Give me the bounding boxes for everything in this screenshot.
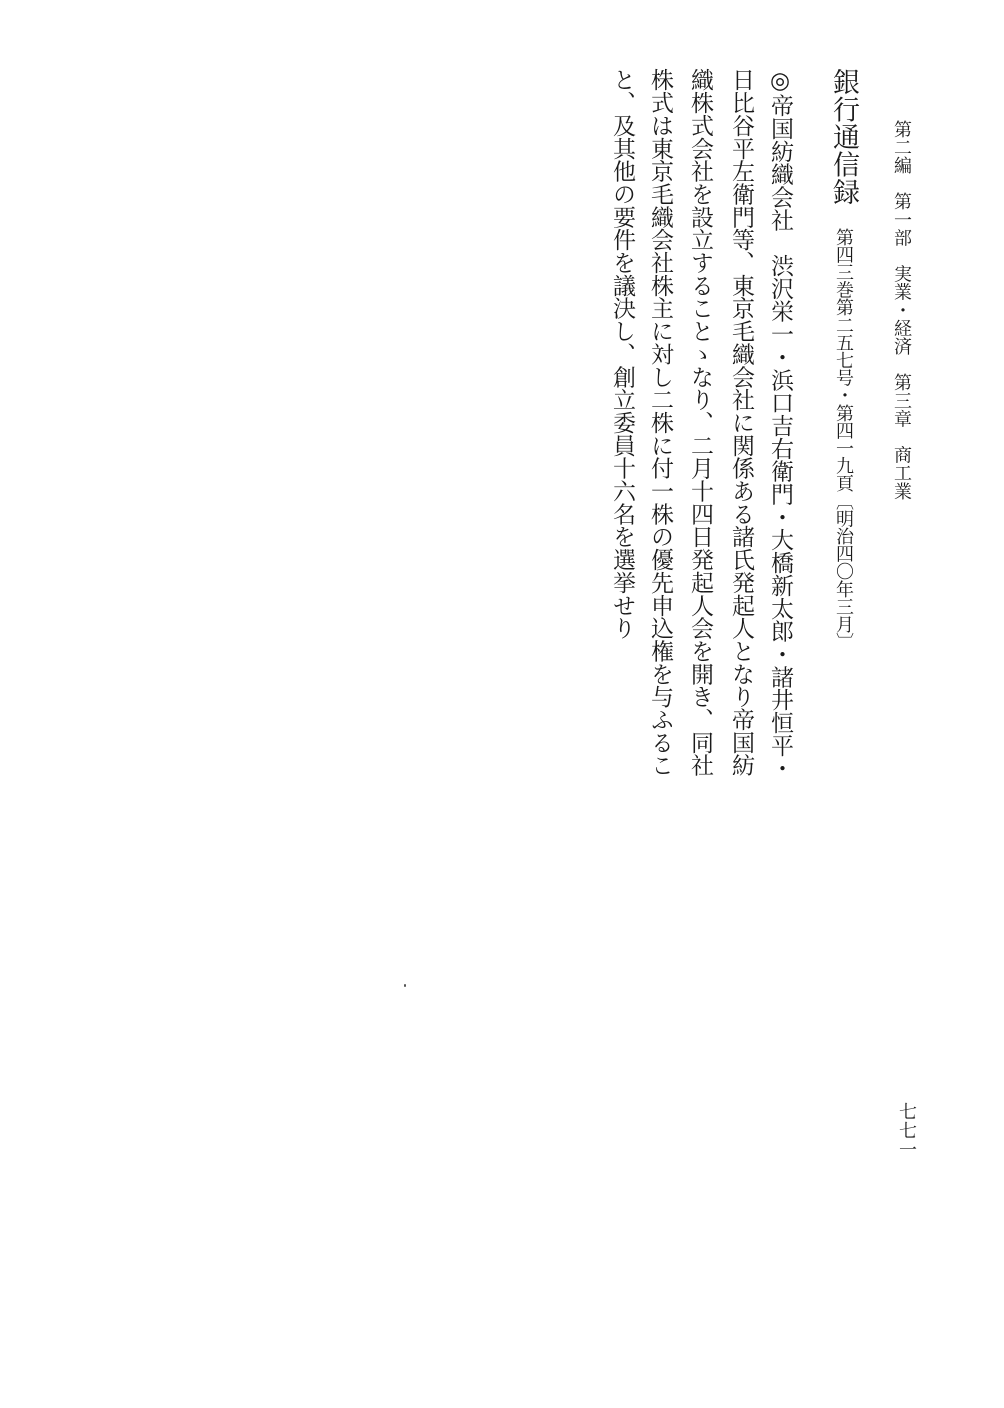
body-line: 株式は東京毛織会社株主に対し二株に付一株の優先申込権を与ふるこ [647, 68, 673, 777]
scan-speck [404, 984, 406, 987]
source-title: 銀行通信録 [828, 68, 859, 206]
body-line: ◎帝国紡織会社 渋沢栄一・浜口吉右衛門・大橋新太郎・諸井恒平・ [767, 68, 793, 780]
body-line: と、及其他の要件を議決し、創立委員十六名を選挙せり [609, 68, 635, 640]
page-number: 七七一 [896, 1102, 917, 1159]
source-citation: 第四三巻第二五七号・第四一九頁〔明治四〇年三月〕 [833, 228, 854, 651]
body-line: 日比谷平左衛門等、東京毛織会社に関係ある諸氏発起人となり帝国紡 [728, 68, 754, 777]
running-header: 第二編 第一部 実業・経済 第三章 商工業 [891, 120, 912, 501]
body-line: 織株式会社を設立することゝなり、二月十四日発起人会を開き、同社 [687, 68, 713, 777]
